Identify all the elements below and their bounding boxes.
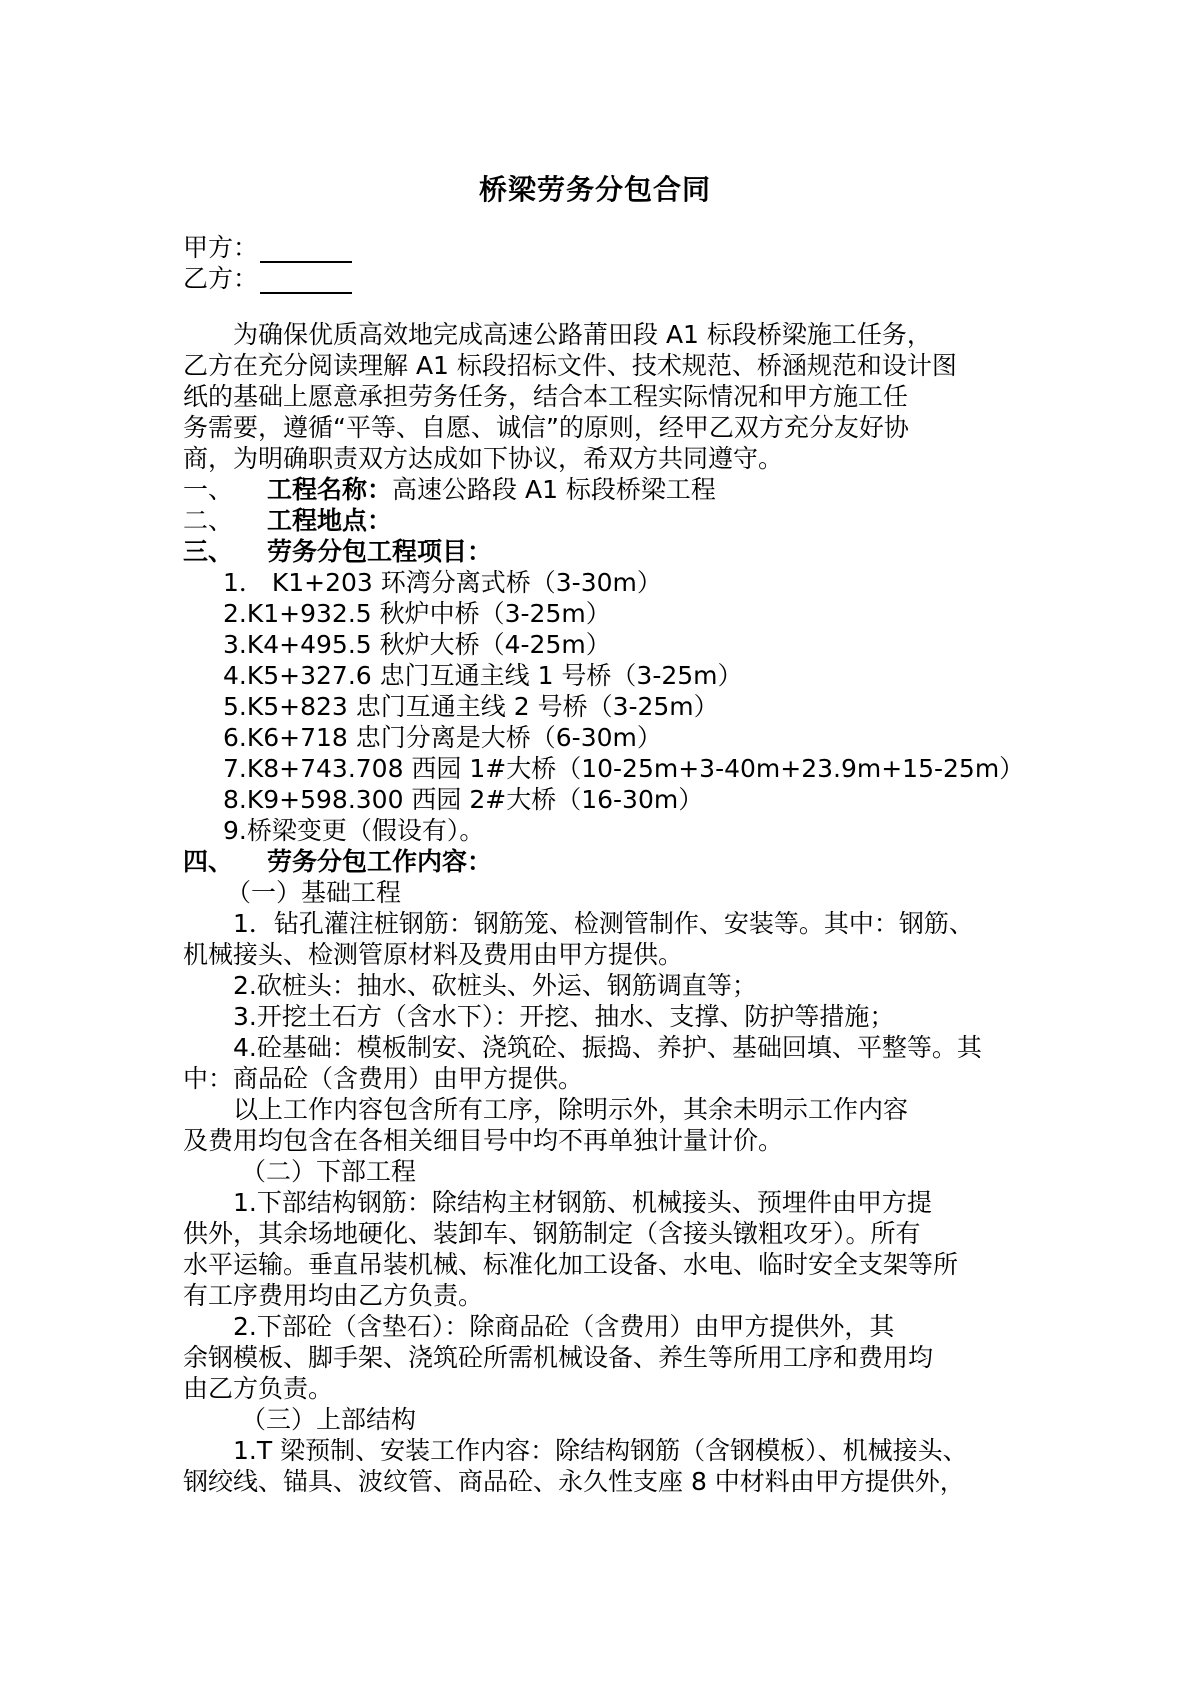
content-line: 钢绞线、锚具、波纹管、商品砼、永久性支座 8 中材料由甲方提供外， bbox=[183, 1467, 965, 1496]
party-a-blank bbox=[260, 239, 352, 263]
section-1-number: 一、 bbox=[183, 475, 234, 504]
content-line: 4.砼基础：模板制安、浇筑砼、振捣、养护、基础回填、平整等。其 bbox=[233, 1033, 982, 1062]
party-b-blank bbox=[260, 270, 352, 294]
project-item: 9.桥梁变更（假设有）。 bbox=[223, 816, 485, 845]
section-1 bbox=[183, 474, 716, 505]
party-a-line bbox=[183, 232, 352, 263]
content-line: 及费用均包含在各相关细目号中均不再单独计量计价。 bbox=[183, 1126, 784, 1155]
project-item: 7.K8+743.708 西园 1#大桥（10-25m+3-40m+23.9m+15-25m） bbox=[223, 754, 1025, 783]
project-item: 1． K1+203 环湾分离式桥（3-30m） bbox=[223, 568, 662, 597]
section-4 bbox=[183, 846, 492, 877]
section-3-number: 三、 bbox=[183, 537, 234, 566]
intro-line: 纸的基础上愿意承担劳务任务，结合本工程实际情况和甲方施工任 bbox=[183, 382, 909, 411]
subsection-heading: （二）下部工程 bbox=[241, 1157, 417, 1186]
subsection-heading: （三）上部结构 bbox=[241, 1405, 417, 1434]
section-4-number: 四、 bbox=[183, 847, 234, 876]
intro-line: 为确保优质高效地完成高速公路莆田段 A1 标段桥梁施工任务， bbox=[233, 320, 932, 349]
project-item: 6.K6+718 忠门分离是大桥（6-30m） bbox=[223, 723, 662, 752]
party-a-label: 甲方： bbox=[183, 233, 259, 262]
content-line: 2.砍桩头：抽水、砍桩头、外运、钢筋调直等； bbox=[233, 971, 757, 1000]
subsection-heading: （一）基础工程 bbox=[226, 878, 402, 907]
section-1-value: 高速公路段 A1 标段桥梁工程 bbox=[392, 475, 716, 504]
project-item: 4.K5+327.6 忠门互通主线 1 号桥（3-25m） bbox=[223, 661, 743, 690]
section-2-title: 工程地点： bbox=[267, 506, 393, 535]
party-b-line bbox=[183, 263, 352, 294]
section-1-title: 工程名称： bbox=[267, 475, 393, 504]
intro-line: 乙方在充分阅读理解 A1 标段招标文件、技术规范、桥涵规范和设计图 bbox=[183, 351, 957, 380]
project-item: 2.K1+932.5 秋炉中桥（3-25m） bbox=[223, 599, 611, 628]
document-title: 桥梁劳务分包合同 bbox=[478, 173, 711, 206]
content-line: 3.开挖土石方（含水下）：开挖、抽水、支撑、防护等措施； bbox=[233, 1002, 895, 1031]
content-line: 1.T 梁预制、安装工作内容：除结构钢筋（含钢模板）、机械接头、 bbox=[233, 1436, 968, 1465]
content-line: 由乙方负责。 bbox=[183, 1374, 334, 1403]
content-line: 1.下部结构钢筋：除结构主材钢筋、机械接头、预埋件由甲方提 bbox=[233, 1188, 932, 1217]
content-line: 1．钻孔灌注桩钢筋：钢筋笼、检测管制作、安装等。其中：钢筋、 bbox=[233, 909, 974, 938]
section-4-title: 劳务分包工作内容： bbox=[267, 847, 493, 876]
content-line: 中：商品砼（含费用）由甲方提供。 bbox=[183, 1064, 584, 1093]
section-2 bbox=[183, 505, 392, 536]
section-3 bbox=[183, 536, 492, 567]
project-item: 8.K9+598.300 西园 2#大桥（16-30m） bbox=[223, 785, 704, 814]
content-line: 水平运输。垂直吊装机械、标准化加工设备、水电、临时安全支架等所 bbox=[183, 1250, 959, 1279]
content-line: 机械接头、检测管原材料及费用由甲方提供。 bbox=[183, 940, 684, 969]
section-3-title: 劳务分包工程项目： bbox=[267, 537, 493, 566]
project-item: 5.K5+823 忠门互通主线 2 号桥（3-25m） bbox=[223, 692, 719, 721]
content-line: 有工序费用均由乙方负责。 bbox=[183, 1281, 484, 1310]
content-line: 余钢模板、脚手架、浇筑砼所需机械设备、养生等所用工序和费用均 bbox=[183, 1343, 934, 1372]
intro-line: 商，为明确职责双方达成如下协议，希双方共同遵守。 bbox=[183, 444, 784, 473]
content-line: 2.下部砼（含垫石）：除商品砼（含费用）由甲方提供外，其 bbox=[233, 1312, 895, 1341]
section-2-number: 二、 bbox=[183, 506, 234, 535]
content-line: 供外，其余场地硬化、装卸车、钢筋制定（含接头镦粗攻牙）。所有 bbox=[183, 1219, 921, 1248]
project-item: 3.K4+495.5 秋炉大桥（4-25m） bbox=[223, 630, 611, 659]
party-b-label: 乙方： bbox=[183, 264, 259, 293]
intro-line: 务需要，遵循“平等、自愿、诚信”的原则，经甲乙双方充分友好协 bbox=[183, 413, 909, 442]
content-line: 以上工作内容包含所有工序，除明示外，其余未明示工作内容 bbox=[233, 1095, 909, 1124]
